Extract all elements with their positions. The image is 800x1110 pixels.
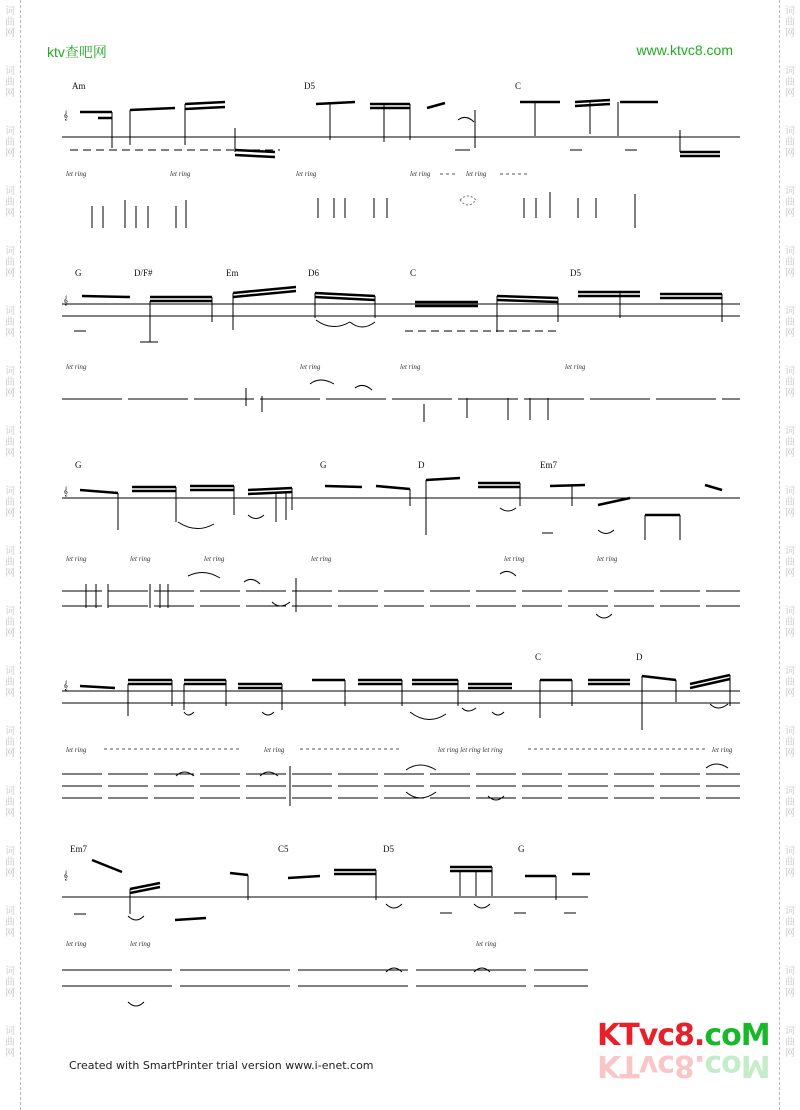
- chord-label: C5: [278, 844, 289, 854]
- watermark-glyph-group: 词 曲 网: [5, 1026, 15, 1059]
- let-ring-marking: let ring: [466, 170, 487, 178]
- let-ring-marking: let ring: [130, 555, 151, 563]
- watermark-glyph-group: 词 曲 网: [785, 846, 795, 879]
- chord-label: G: [518, 844, 525, 854]
- watermark-glyph-group: 词 曲 网: [785, 906, 795, 939]
- watermark-glyph-group: 词 曲 网: [785, 246, 795, 279]
- staff-clef: 𝄞: [63, 295, 69, 305]
- staff-clef: 𝄞: [63, 680, 69, 690]
- chord-label: Am: [72, 81, 86, 91]
- let-ring-marking: let ring: [300, 363, 321, 371]
- let-ring-marking: let ring: [712, 746, 733, 754]
- watermark-glyph-group: 词 曲 网: [785, 6, 795, 39]
- system-3: [62, 460, 740, 618]
- let-ring-marking: let ring let ring let ring: [438, 746, 503, 754]
- watermark-glyph-group: 词 曲 网: [5, 546, 15, 579]
- watermark-glyph-group: 词 曲 网: [785, 486, 795, 519]
- let-ring-marking: let ring: [565, 363, 586, 371]
- chord-label: D5: [304, 81, 315, 91]
- watermark-glyph-group: 词 曲 网: [5, 186, 15, 219]
- watermark-glyph-group: 词 曲 网: [785, 726, 795, 759]
- watermark-glyph-group: 词 曲 网: [5, 366, 15, 399]
- watermark-glyph-group: 词 曲 网: [5, 846, 15, 879]
- chord-label: D: [418, 460, 425, 470]
- watermark-glyph-group: 词 曲 网: [785, 1026, 795, 1059]
- ktvc8-logo-reflection: KTvc8.coM: [597, 1048, 770, 1083]
- watermark-glyph-group: 词 曲 网: [785, 306, 795, 339]
- let-ring-marking: let ring: [410, 170, 431, 178]
- system-2: [62, 268, 740, 422]
- chord-label: G: [75, 460, 82, 470]
- watermark-glyph-group: 词 曲 网: [5, 786, 15, 819]
- let-ring-marking: let ring: [311, 555, 332, 563]
- let-ring-marking: let ring: [400, 363, 421, 371]
- let-ring-marking: let ring: [66, 170, 87, 178]
- site-url[interactable]: www.ktvc8.com: [636, 42, 733, 58]
- chord-label: Em: [226, 268, 239, 278]
- watermark-glyph-group: 词 曲 网: [5, 666, 15, 699]
- watermark-glyph-group: 词 曲 网: [785, 786, 795, 819]
- let-ring-marking: let ring: [204, 555, 225, 563]
- let-ring-marking: let ring: [170, 170, 191, 178]
- chord-label: D: [636, 652, 643, 662]
- logo-part-1: KTvc8.: [597, 1018, 705, 1053]
- system-4: [62, 652, 740, 806]
- watermark-glyph-group: 词 曲 网: [5, 6, 15, 39]
- watermark-glyph-group: 词 曲 网: [785, 666, 795, 699]
- let-ring-marking: let ring: [66, 363, 87, 371]
- chord-label: Em7: [540, 460, 557, 470]
- watermark-glyph-group: 词 曲 网: [785, 426, 795, 459]
- let-ring-marking: let ring: [66, 746, 87, 754]
- chord-label: C: [410, 268, 417, 278]
- staff-clef: 𝄞: [63, 486, 69, 496]
- staff-clef: 𝄞: [63, 870, 69, 880]
- let-ring-marking: let ring: [476, 940, 497, 948]
- let-ring-marking: let ring: [130, 940, 151, 948]
- system-5: [62, 844, 590, 1006]
- staff-clef: 𝄞: [63, 110, 69, 120]
- watermark-glyph-group: 词 曲 网: [785, 186, 795, 219]
- watermark-glyph-group: 词 曲 网: [785, 606, 795, 639]
- watermark-glyph-group: 词 曲 网: [785, 966, 795, 999]
- watermark-glyph-group: 词 曲 网: [5, 426, 15, 459]
- watermark-glyph-group: 词 曲 网: [5, 966, 15, 999]
- let-ring-marking: let ring: [264, 746, 285, 754]
- let-ring-marking: let ring: [504, 555, 525, 563]
- chord-label: C: [535, 652, 542, 662]
- site-name[interactable]: ktv查吧网: [47, 44, 107, 60]
- watermark-glyph-group: 词 曲 网: [5, 606, 15, 639]
- watermark-glyph-group: 词 曲 网: [5, 306, 15, 339]
- watermark-glyph-group: 词 曲 网: [785, 126, 795, 159]
- watermark-glyph-group: 词 曲 网: [5, 66, 15, 99]
- watermark-glyph-group: 词 曲 网: [785, 66, 795, 99]
- let-ring-marking: let ring: [66, 555, 87, 563]
- let-ring-marking: let ring: [296, 170, 317, 178]
- footer-credit: Created with SmartPrinter trial version www.i-enet.com: [69, 1059, 374, 1072]
- chord-label: D5: [570, 268, 581, 278]
- watermark-glyph-group: 词 曲 网: [785, 546, 795, 579]
- watermark-glyph-group: 词 曲 网: [5, 726, 15, 759]
- chord-label: D5: [383, 844, 394, 854]
- chord-label: G: [320, 460, 327, 470]
- chord-label: C: [515, 81, 522, 91]
- chord-label: D/F#: [134, 268, 153, 278]
- watermark-glyph-group: 词 曲 网: [5, 486, 15, 519]
- let-ring-marking: let ring: [66, 940, 87, 948]
- system-1: [62, 81, 740, 228]
- chord-label: D6: [308, 268, 319, 278]
- logo-part-2: coM: [704, 1018, 770, 1053]
- watermark-glyph-group: 词 曲 网: [5, 246, 15, 279]
- chord-label: Em7: [70, 844, 87, 854]
- watermark-glyph-group: 词 曲 网: [5, 126, 15, 159]
- let-ring-marking: let ring: [597, 555, 618, 563]
- watermark-glyph-group: 词 曲 网: [5, 906, 15, 939]
- chord-label: G: [75, 268, 82, 278]
- watermark-glyph-group: 词 曲 网: [785, 366, 795, 399]
